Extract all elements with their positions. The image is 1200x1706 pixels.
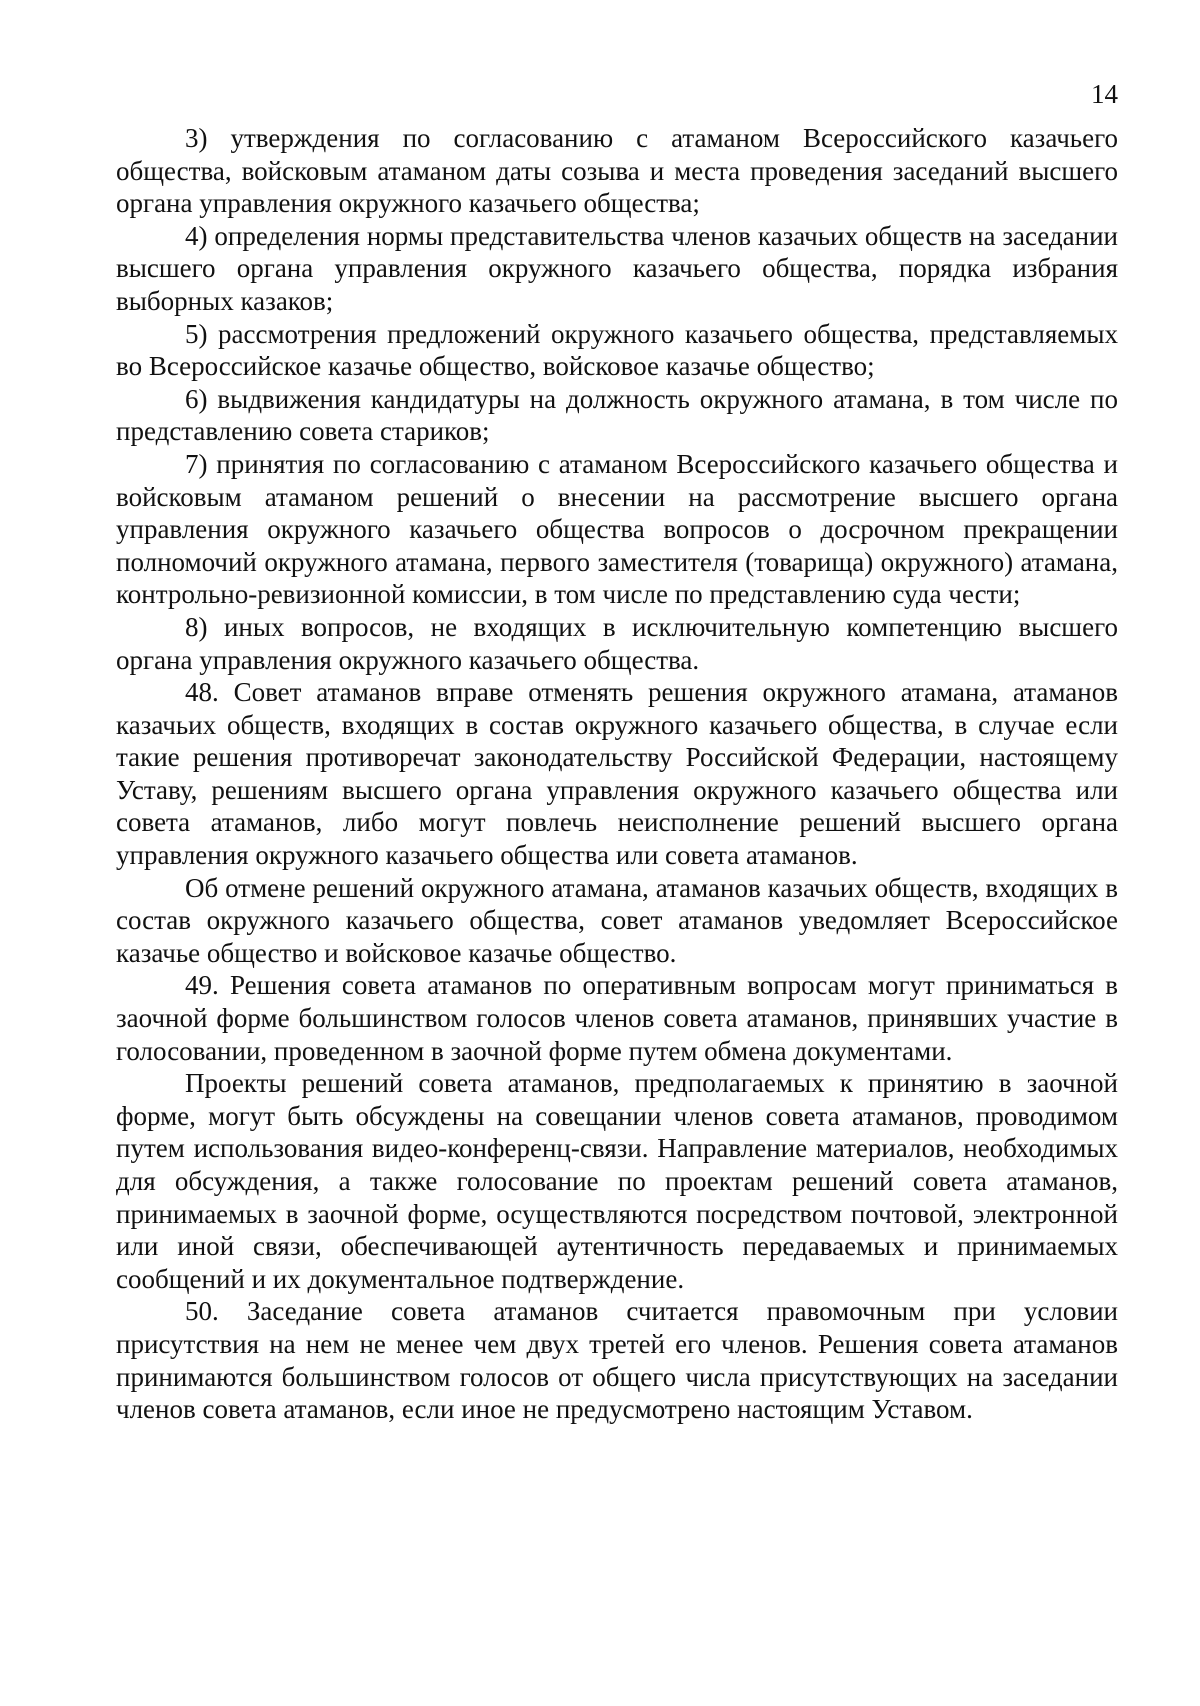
paragraph-section-48: 48. Совет атаманов вправе отменять решения окружного атамана, атаманов казачьих обществ, входящих в состав окружного казачьего общества, в случае если такие решения противоречат законодательству Российской Федерации, настоящему Уставу, решениям высшего органа управления окружного казачьего общества или совета атаманов, либо могут повлечь неисполнение решений высшего органа управления окружного казачьего общества или совета атаманов.: [116, 677, 1118, 871]
paragraph-item-3: 3) утверждения по согласованию с атаманом Всероссийского казачьего общества, войсковым атаманом даты созыва и места проведения заседаний высшего органа управления окружного казачьего общества;: [116, 123, 1118, 219]
paragraph-item-6: 6) выдвижения кандидатуры на должность окружного атамана, в том числе по представлению совета стариков;: [116, 383, 1118, 447]
document-body: [116, 122, 1118, 1426]
paragraph-section-49-drafts: Проекты решений совета атаманов, предполагаемых к принятию в заочной форме, могут быть обсуждены на совещании членов совета атаманов, проводимом путем использования видео-конференц-связи. Направление материалов, необходимых для обсуждения, а также голосование по проектам решений совета атаманов, принимаемых в заочной форме, осуществляются посредством почтовой, электронной или иной связи, обеспечивающей аутентичность передаваемых и принимаемых сообщений и их документальное подтверждение.: [116, 1068, 1118, 1294]
paragraph-section-49: 49. Решения совета атаманов по оперативным вопросам могут приниматься в заочной форме большинством голосов членов совета атаманов, принявших участие в голосовании, проведенном в заочной форме путем обмена документами.: [116, 970, 1118, 1066]
paragraph-item-5: 5) рассмотрения предложений окружного казачьего общества, представляемых во Всероссийское казачье общество, войсковое казачье общество;: [116, 318, 1118, 382]
paragraph-item-8: 8) иных вопросов, не входящих в исключительную компетенцию высшего органа управления окружного казачьего общества.: [116, 611, 1118, 675]
page-number: 14: [1091, 79, 1118, 109]
paragraph-section-48-notice: Об отмене решений окружного атамана, атаманов казачьих обществ, входящих в состав окружного казачьего общества, совет атаманов уведомляет Всероссийское казачье общество и войсковое казачье общество.: [116, 872, 1118, 968]
paragraph-item-7: 7) принятия по согласованию с атаманом Всероссийского казачьего общества и войсковым атаманом решений о внесении на рассмотрение высшего органа управления окружного казачьего общества вопросов о досрочном прекращении полномочий окружного атамана, первого заместителя (товарища) окружного) атамана, контрольно-ревизионной комиссии, в том числе по представлению суда чести;: [116, 448, 1118, 610]
paragraph-item-4: 4) определения нормы представительства членов казачьих обществ на заседании высшего органа управления окружного казачьего общества, порядка избрания выборных казаков;: [116, 220, 1118, 316]
paragraph-section-50: 50. Заседание совета атаманов считается правомочным при условии присутствия на нем не менее чем двух третей его членов. Решения совета атаманов принимаются большинством голосов от общего числа присутствующих на заседании членов совета атаманов, если иное не предусмотрено настоящим Уставом.: [116, 1296, 1118, 1425]
